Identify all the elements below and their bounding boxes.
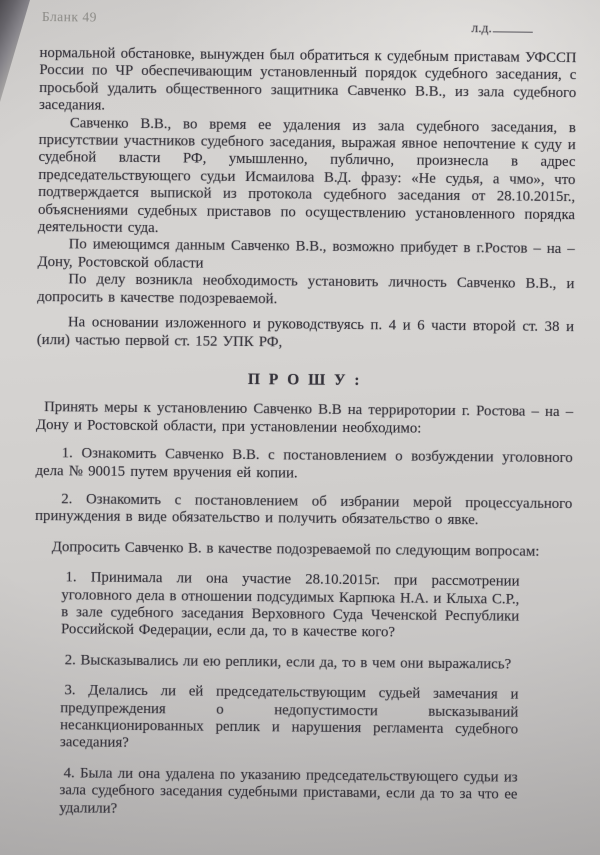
sheet-ref-blank-line (493, 20, 533, 33)
question-2: 2. Высказывались ли ею реплики, если да, то в чем они выражались? (64, 652, 512, 673)
document-header (40, 8, 577, 37)
request-item-1: 1. Ознакомить Савченко В.В. с постановлением о возбуждении уголовного дела № 90015 путем вручения ей копии. (35, 445, 573, 482)
intro-paragraph-1: нормальной обстановке, вынужден был обратиться к судебным приставам УФССП России по ЧР обеспечивающим установленный порядок судебного заседания, с просьбой удалить общественного защитника Савченко В.В., из зала судебного заседания. (38, 44, 577, 114)
intro-paragraph-2: Савченко В.В., во время ее удаления из зала судебного заседания, в присутствии участников судебного заседания, выражая явное непочтение к суду и судебной власти РФ, умышленно, публично, произнесла в адрес председательствующего судьи Исмаилова В.Д. фразу: «Не судья, а чмо», что подтверждается выпиской из протокола судебного заседания от 28.10.2015г., объяснениями судебных приставов по осуществлению установленного порядка деятельности суда. (37, 114, 576, 237)
request-intro: Принять меры к установлению Савченко В.В на терриротории г. Ростова – на – Дону и Ростовской области, при установлении необходимо: (35, 399, 574, 437)
question-4: 4. Была ли она удалена по указанию председательствующего судьи из зала судебного заседания судебными приставами, если да то за что ее удалили? (59, 765, 518, 817)
intro-paragraph-4: По делу возникла необходимость установить личность Савченко В.В., и допросить в качестве подозреваемой. (37, 271, 575, 307)
request-item-2: 2. Ознакомить с постановлением об избрании мерой процессуального принуждения в виде обязательство и получить обязательство о явке. (35, 491, 573, 529)
intro-paragraph-3: По имеющимся данным Савченко В.В., возможно прибудет в г.Ростов – на – Дону, Ростовской области (37, 236, 575, 272)
document-sheet (32, 8, 577, 822)
sheet-ref (471, 19, 533, 37)
interrogation-lead: Допросить Савченко В. в качестве подозреваемой по следующим вопросам: (51, 538, 540, 560)
sheet-ref-label: л.д. (471, 20, 492, 36)
request-heading: П Р О Ш У : (247, 370, 363, 390)
question-1: 1. Принимала ли она участие 28.10.2015г. при рассмотрении уголовного дела в отношении подсудимых Карпюка Н.А. и Клыха С.Р., в зале судебного заседания Верховного Суда Чеченской Республики Российской Федерации, если да, то в качестве кого? (60, 569, 520, 641)
question-3: 3. Делались ли ей председательствующим судьей замечания и предупреждения о недопустимости высказываний несанкционированных реплик и нарушения регламента судебного заседания? (59, 682, 519, 752)
legal-basis-paragraph: На основании изложенного и руководствуясь п. 4 и 6 части второй ст. 38 и (или) частью первой ст. 152 УПК РФ, (36, 314, 575, 350)
form-number-note: Бланк 49 (41, 9, 97, 25)
corner-shadow (0, 0, 30, 102)
